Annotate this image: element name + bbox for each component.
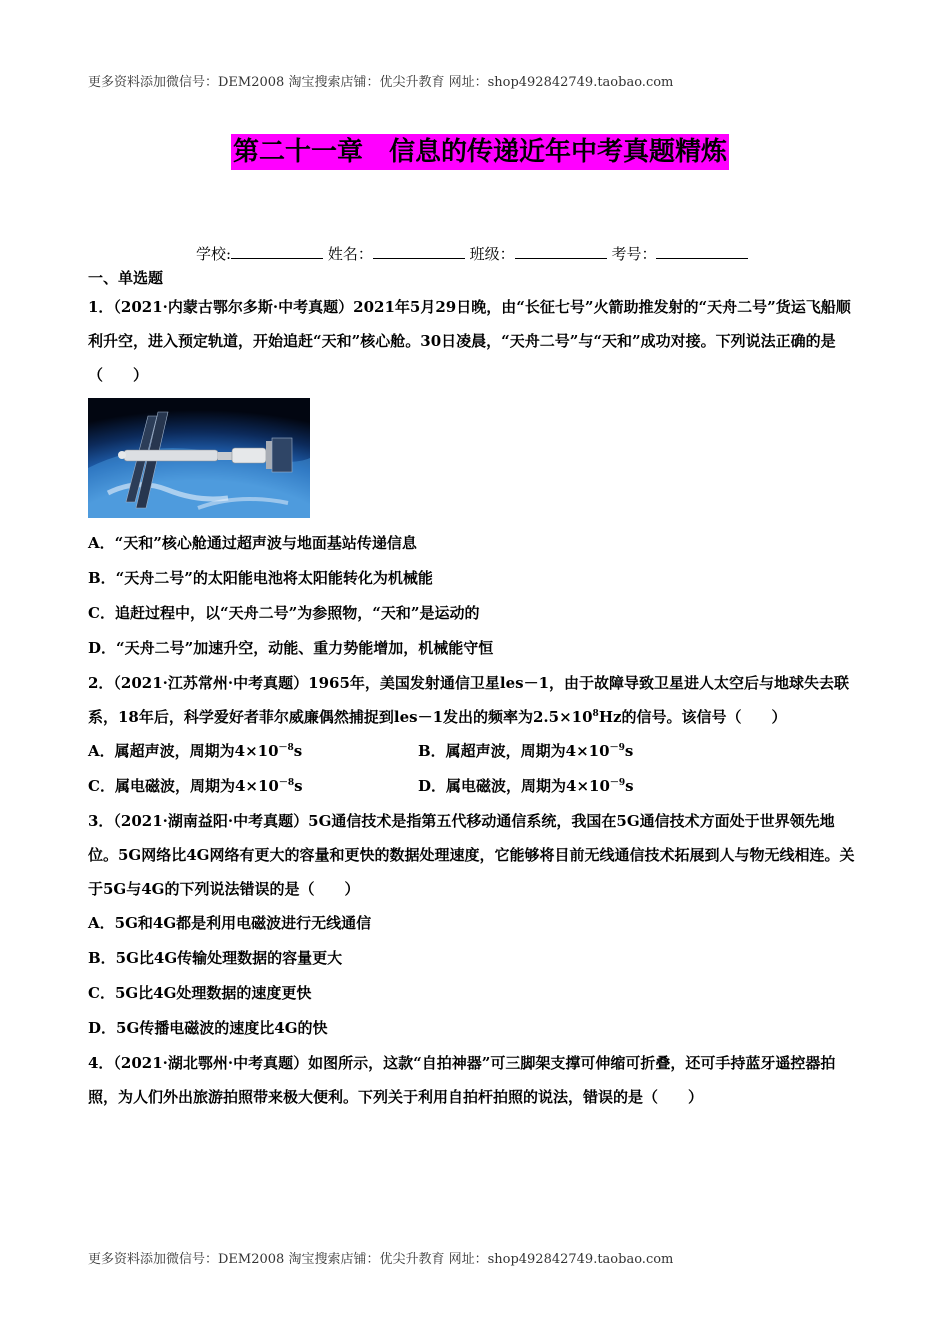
question-2-option-a: A．属超声波，周期为$4\times 10^{-8}s$ — [88, 742, 303, 760]
question-3-option-b: B．5G比4G传输处理数据的容量更大 — [88, 949, 343, 967]
exam-no-blank — [656, 244, 748, 259]
space-station-image — [88, 398, 310, 518]
question-3-option-c: C．5G比4G处理数据的速度更快 — [88, 984, 312, 1002]
question-2-option-c: C．属电磁波，周期为$4\times 10^{-8}s$ — [88, 777, 303, 795]
question-3-text: 3．（2021·湖南益阳·中考真题）5G通信技术是指第五代移动通信系统，我国在5G通信技术方面处于世界领先地位。5G网络比4G网络有更大的容量和更快的数据处理速度，它能够将目前无线通信技术拓展到人与物无线相连。关于5G与4G的下列说法错误的是（ ） — [88, 812, 855, 898]
question-2-option-d: D．属电磁波，周期为$4\times 10^{-9}s$ — [418, 777, 634, 795]
question-2-options-row-2 — [88, 769, 864, 804]
class-label: 班级： — [469, 245, 515, 263]
question-3-option-a: A．5G和4G都是利用电磁波进行无线通信 — [88, 914, 372, 932]
question-1-option-c: C．追赶过程中，以“天舟二号”为参照物，“天和”是运动的 — [88, 604, 480, 622]
page-title: 第二十一章 信息的传递近年中考真题精炼 — [231, 134, 729, 170]
question-2-text: 2．（2021·江苏常州·中考真题）1965年，美国发射通信卫星les－1，由于故障导致卫星进人太空后与地球失去联系，18年后，科学爱好者菲尔威廉偶然捕捉到les－1发出的频率为$2.5\times 10^8Hz$的信号。该信号（ ） — [88, 674, 850, 726]
name-label: 姓名： — [327, 245, 373, 263]
question-1-text: 1．（2021·内蒙古鄂尔多斯·中考真题）2021年5月29日晚，由“长征七号”火箭助推发射的“天舟二号”货运飞船顺利升空，进入预定轨道，开始追赶“天和”核心舱。30日凌晨，“天舟二号”与“天和”成功对接。下列说法正确的是（ ） — [88, 298, 851, 384]
exam-no-label: 考号： — [611, 245, 657, 263]
page-footer: 更多资料添加微信号：DEM2008 淘宝搜索店铺：优尖升教育 网址：shop492842749.taobao.com — [88, 1252, 674, 1267]
student-info — [196, 243, 748, 264]
question-2-option-b: B．属超声波，周期为$4\times 10^{-9}s$ — [418, 742, 634, 760]
class-blank — [515, 244, 607, 259]
question-1-option-b: B．“天舟二号”的太阳能电池将太阳能转化为机械能 — [88, 569, 433, 587]
school-blank — [231, 244, 323, 259]
section-heading: 一、单选题 — [88, 269, 164, 287]
question-2-options-row-1 — [88, 734, 864, 769]
name-blank — [373, 244, 465, 259]
question-1-option-d: D．“天舟二号”加速升空，动能、重力势能增加，机械能守恒 — [88, 639, 494, 657]
question-1-option-a: A．“天和”核心舱通过超声波与地面基站传递信息 — [88, 534, 417, 552]
school-label: 学校: — [196, 245, 232, 263]
question-3-option-d: D．5G传播电磁波的速度比4G的快 — [88, 1019, 328, 1037]
page-header: 更多资料添加微信号：DEM2008 淘宝搜索店铺：优尖升教育 网址：shop492842749.taobao.com — [88, 75, 674, 90]
question-content — [88, 266, 864, 1114]
question-4-text: 4．（2021·湖北鄂州·中考真题）如图所示，这款“自拍神器”可三脚架支撑可伸缩可折叠，还可手持蓝牙遥控器拍照，为人们外出旅游拍照带来极大便利。下列关于利用自拍杆拍照的说法，错误的是（ ） — [88, 1054, 836, 1106]
